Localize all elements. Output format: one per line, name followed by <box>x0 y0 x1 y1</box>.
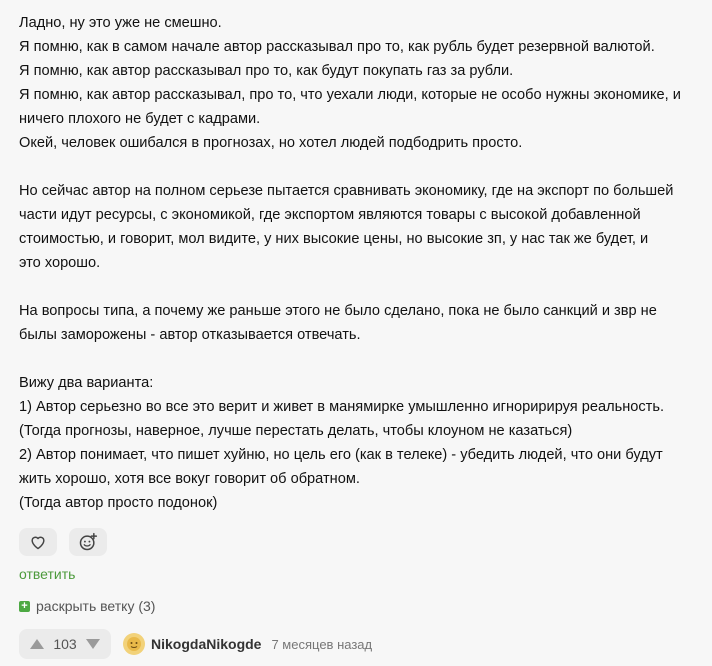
comment-line: Я помню, как автор рассказывал, про то, что уехали люди, которые не особо нужны экономике, и <box>19 87 681 103</box>
comment-body <box>19 11 699 515</box>
heart-icon <box>29 534 47 550</box>
comment-time[interactable]: 7 месяцев назад <box>271 636 373 652</box>
comment-line: 2) Автор понимает, что пишет хуйню, но цель его (как в телеке) - убедить людей, что они будут <box>19 447 663 463</box>
comment-line: жить хорошо, хотя все вокуг говорит об обратном. <box>19 471 360 487</box>
comment-line: 1) Автор серьезно во все это верит и живет в манямирке умышленно игноририруя реальность. <box>19 399 665 415</box>
paragraph-gap <box>19 155 699 179</box>
comment-line: Окей, человек ошибался в прогнозах, но хотел людей подбодрить просто. <box>19 135 523 151</box>
avatar[interactable] <box>123 633 145 655</box>
emoji-add-icon <box>78 532 98 552</box>
downvote-icon[interactable] <box>85 638 101 650</box>
comment-line: На вопросы типа, а почему же раньше этого не было сделано, пока не было санкций и звр не <box>19 303 657 319</box>
plus-square-icon: + <box>19 601 30 612</box>
like-button[interactable] <box>19 528 57 556</box>
avatar-face-icon <box>126 636 142 652</box>
comment-line: Вижу два варианта: <box>19 375 154 391</box>
comment-line: части идут ресурсы, с экономикой, где экспортом являются товары с высокой добавленной <box>19 207 641 223</box>
comment-line: Ладно, ну это уже не смешно. <box>19 15 222 31</box>
username[interactable]: NikogdaNikogde <box>151 636 262 652</box>
comment-author <box>123 633 372 655</box>
comment-line: (Тогда прогнозы, наверное, лучше перестать делать, чтобы клоуном не казаться) <box>19 423 573 439</box>
comment-line: Я помню, как в самом начале автор рассказывал про то, как рубль будет резервной валютой. <box>19 39 655 55</box>
upvote-icon[interactable] <box>29 638 45 650</box>
comment-line: былы заморожены - автор отказывается отвечать. <box>19 327 361 343</box>
comment-line: (Тогда автор просто подонок) <box>19 495 218 511</box>
reply-link[interactable]: ответить <box>19 566 76 582</box>
vote-control <box>19 629 111 659</box>
comment-line: стоимостью, и говорит, мол видите, у них высокие цены, но высокие зп, у нас так же будет, и <box>19 231 649 247</box>
paragraph-gap <box>19 347 699 371</box>
expand-thread-label: раскрыть ветку (3) <box>36 598 156 614</box>
paragraph-gap <box>19 275 699 299</box>
comment-line: ничего плохого не будет с кадрами. <box>19 111 261 127</box>
comment-line: Я помню, как автор рассказывал про то, как будут покупать газ за рубли. <box>19 63 514 79</box>
add-reaction-button[interactable] <box>69 528 107 556</box>
comment-line: Но сейчас автор на полном серьезе пытается сравнивать экономику, где на экспорт по большей <box>19 183 674 199</box>
expand-thread-button[interactable] <box>19 598 155 614</box>
comment-actions <box>19 528 107 556</box>
comment-line: это хорошо. <box>19 255 101 271</box>
next-comment-header <box>19 629 372 659</box>
vote-count: 103 <box>53 636 77 652</box>
